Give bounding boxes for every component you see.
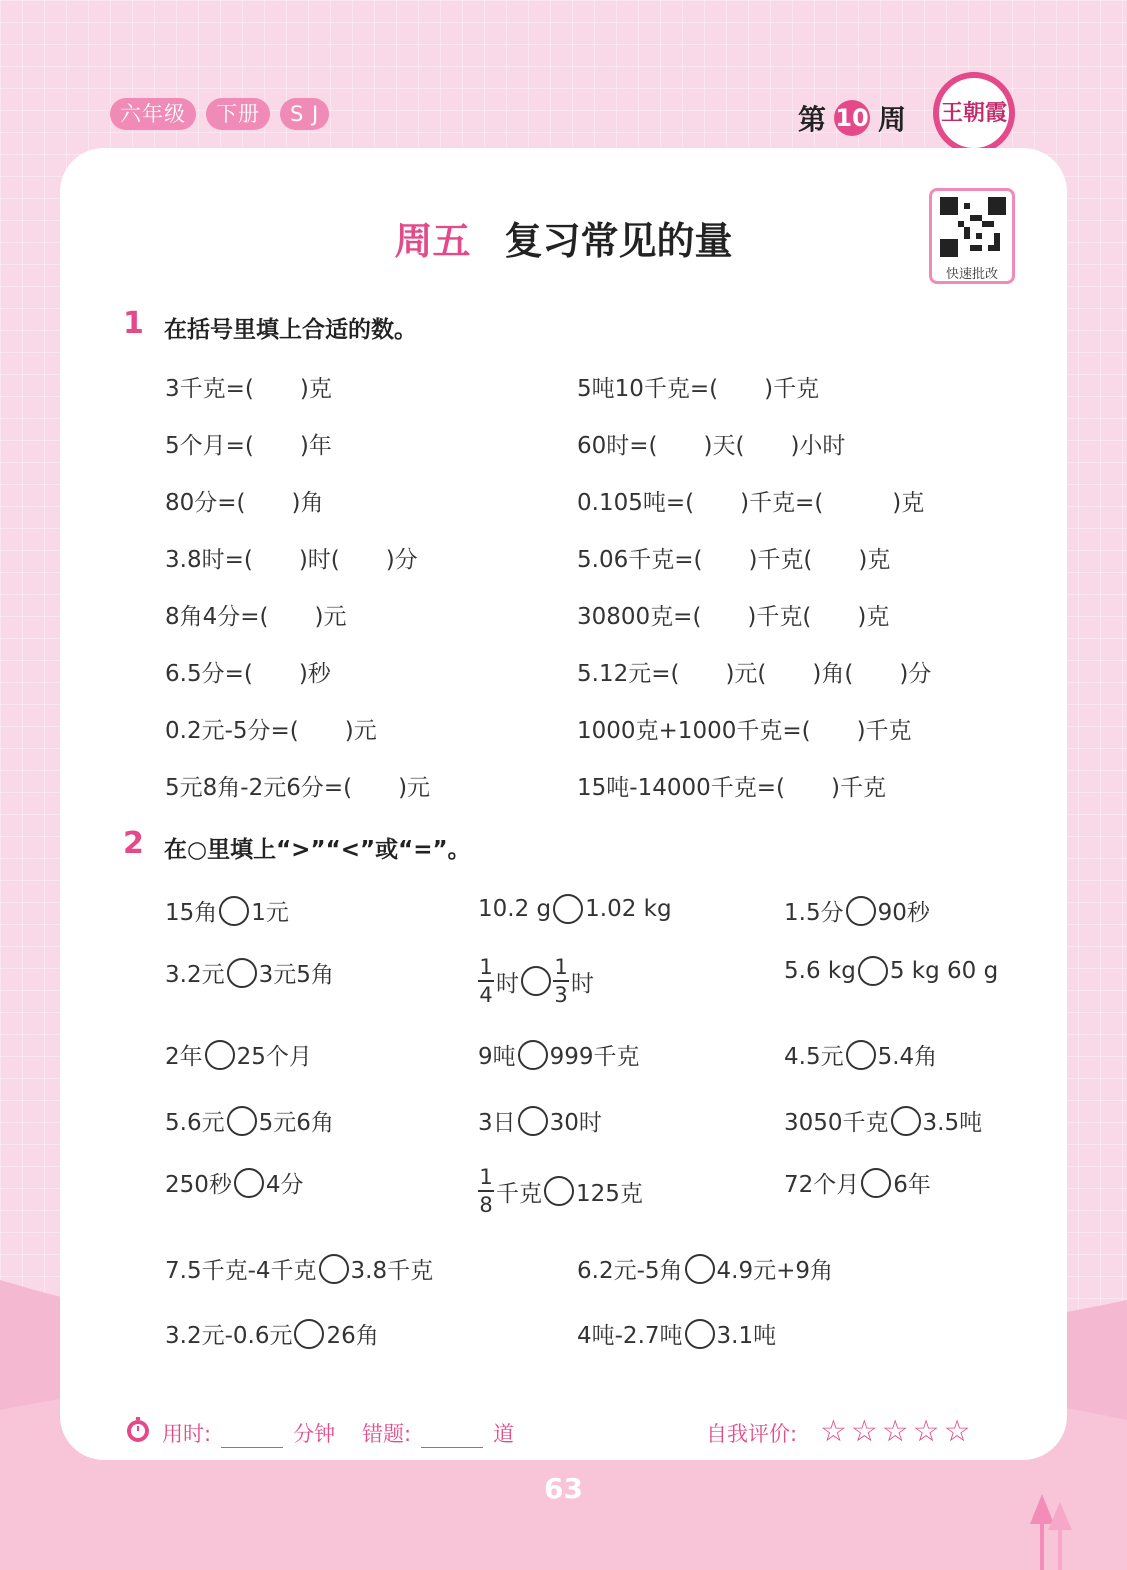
denominator: 4: [479, 983, 493, 1007]
compare-term: 250秒: [165, 1172, 232, 1198]
compare-term: 1元: [251, 900, 289, 926]
fraction: [553, 956, 569, 1006]
compare-term: 1.02 kg: [585, 896, 672, 922]
fraction-bar: [553, 980, 569, 982]
compare-circle[interactable]: [685, 1319, 715, 1349]
denominator: 8: [479, 1193, 493, 1217]
compare-circle[interactable]: [846, 1040, 876, 1070]
compare-term: 4分: [265, 1172, 304, 1198]
compare-term: 3日: [478, 1110, 516, 1136]
compare-question: [165, 894, 289, 927]
numerator: 1: [554, 955, 568, 979]
compare-circle[interactable]: [685, 1254, 715, 1284]
compare-circle[interactable]: [521, 966, 551, 996]
compare-term: 4吨-2.7吨: [577, 1323, 683, 1349]
compare-term: 3.1吨: [716, 1323, 777, 1349]
fraction: [478, 956, 494, 1006]
compare-circle[interactable]: [227, 1106, 257, 1136]
fill-in-question[interactable]: 5.06千克=( )千克( )克: [577, 547, 891, 573]
compare-question: [478, 1166, 643, 1216]
compare-circle[interactable]: [846, 896, 876, 926]
qr-code-box[interactable]: [929, 188, 1015, 284]
numerator: 1: [479, 955, 493, 979]
numerator: 1: [479, 1165, 493, 1189]
compare-question: [784, 1104, 982, 1137]
compare-question: [784, 956, 998, 986]
compare-circle[interactable]: [227, 958, 257, 988]
compare-term: 6.2元-5角: [577, 1258, 683, 1284]
compare-term: 30时: [549, 1110, 602, 1136]
fill-in-question[interactable]: 30800克=( )千克( )克: [577, 604, 890, 630]
compare-circle[interactable]: [294, 1319, 324, 1349]
wrong-count: 错题: 道: [362, 1422, 515, 1446]
fill-in-question[interactable]: 5吨10千克=( )千克: [577, 376, 820, 402]
compare-question: [165, 1104, 334, 1137]
compare-term: 5.6 kg: [784, 958, 856, 984]
compare-term: 3.5吨: [922, 1110, 983, 1136]
fill-in-question[interactable]: 5个月=( )年: [165, 433, 332, 459]
fill-in-question[interactable]: 8角4分=( )元: [165, 604, 347, 630]
compare-term: 3.2元: [165, 962, 225, 988]
compare-circle[interactable]: [234, 1168, 264, 1198]
qr-code-icon: [940, 197, 1006, 257]
title-day: 周五: [394, 219, 471, 263]
fraction: [478, 1166, 494, 1216]
page-number: 63: [544, 1472, 583, 1505]
compare-circle[interactable]: [319, 1254, 349, 1284]
fill-in-question[interactable]: 3千克=( )克: [165, 376, 332, 402]
tag-volume: 下册: [206, 98, 270, 130]
compare-term: 2年: [165, 1044, 203, 1070]
compare-term: 4.5元: [784, 1044, 844, 1070]
fill-in-question[interactable]: 1000克+1000千克=( )千克: [577, 718, 912, 744]
compare-term: 千克: [496, 1180, 542, 1207]
compare-term: 1.5分: [784, 900, 844, 926]
week-label: 第 10 周: [798, 98, 906, 138]
compare-term: 3.2元-0.6元: [165, 1323, 293, 1349]
compare-term: 时: [571, 970, 594, 997]
compare-term: 15角: [165, 900, 218, 926]
brand-seal-logo: 王朝霞: [933, 72, 1015, 154]
compare-question: [478, 1038, 640, 1071]
compare-term: 5 kg 60 g: [889, 958, 999, 984]
fill-in-question[interactable]: 5.12元=( )元( )角( )分: [577, 661, 932, 687]
compare-circle[interactable]: [553, 894, 583, 924]
compare-question: [784, 1038, 937, 1071]
compare-term: 3.8千克: [350, 1258, 434, 1284]
compare-term: 5.6元: [165, 1110, 225, 1136]
arrow-up-icon: [1030, 1494, 1075, 1570]
compare-term: 5元6角: [258, 1110, 334, 1136]
tag-edition: S J: [280, 98, 329, 130]
compare-term: 3050千克: [784, 1110, 889, 1136]
compare-term: 7.5千克-4千克: [165, 1258, 317, 1284]
compare-term: 72个月: [784, 1172, 860, 1198]
grade-tags: [110, 98, 329, 130]
compare-term: 3元5角: [258, 962, 334, 988]
compare-question: [784, 894, 930, 927]
compare-term: 5.4角: [877, 1044, 938, 1070]
fill-in-question[interactable]: 3.8时=( )时( )分: [165, 547, 418, 573]
qr-label: 快速批改: [945, 267, 998, 282]
week-number-badge: 10: [834, 100, 870, 136]
wrong-blank[interactable]: [421, 1427, 483, 1448]
compare-circle[interactable]: [205, 1040, 235, 1070]
compare-question: [165, 1166, 304, 1199]
compare-term: 125克: [576, 1180, 643, 1207]
fraction-bar: [478, 980, 494, 982]
self-eval-label: 自我评价:: [706, 1422, 798, 1446]
compare-circle[interactable]: [544, 1176, 574, 1206]
fraction-bar: [478, 1190, 494, 1192]
compare-circle[interactable]: [858, 956, 888, 986]
compare-circle[interactable]: [891, 1106, 921, 1136]
compare-question: [165, 1252, 433, 1285]
compare-circle[interactable]: [518, 1106, 548, 1136]
fill-in-question[interactable]: 0.105吨=( )千克=( )克: [577, 490, 925, 516]
fill-in-question[interactable]: 5元8角-2元6分=( )元: [165, 775, 431, 801]
tag-grade: 六年级: [110, 98, 196, 130]
compare-circle[interactable]: [518, 1040, 548, 1070]
compare-question: [784, 1166, 931, 1199]
fill-in-question[interactable]: 6.5分=( )秒: [165, 661, 331, 687]
compare-circle[interactable]: [219, 896, 249, 926]
compare-question: [577, 1317, 776, 1350]
compare-term: 时: [496, 970, 519, 997]
section-2-title: 在○里填上“>”“<”或“=”。: [164, 837, 471, 863]
fill-in-question[interactable]: 15吨-14000千克=( )千克: [577, 775, 886, 801]
compare-circle[interactable]: [861, 1168, 891, 1198]
time-used: 用时: 分钟: [162, 1422, 336, 1446]
compare-term: 6年: [893, 1172, 931, 1198]
compare-question: [577, 1252, 833, 1285]
self-eval-stars[interactable]: ☆☆☆☆☆: [820, 1414, 975, 1449]
compare-question: [165, 1038, 312, 1071]
compare-question: [165, 956, 334, 989]
compare-term: 999千克: [549, 1044, 640, 1070]
compare-term: 25个月: [236, 1044, 312, 1070]
compare-term: 26角: [326, 1323, 379, 1349]
fill-in-question[interactable]: 80分=( )角: [165, 490, 324, 516]
section-1-number: 1: [123, 306, 144, 341]
compare-term: 4.9元+9角: [716, 1258, 833, 1284]
compare-term: 10.2 g: [478, 896, 552, 922]
compare-question: [478, 894, 672, 924]
compare-term: 90秒: [877, 900, 930, 926]
fill-in-question[interactable]: 0.2元-5分=( )元: [165, 718, 377, 744]
stopwatch-icon: [124, 1416, 152, 1444]
compare-question: [478, 956, 594, 1006]
compare-question: [165, 1317, 379, 1350]
section-2-number: 2: [123, 826, 144, 861]
compare-question: [478, 1104, 602, 1137]
fill-in-question[interactable]: 60时=( )天( )小时: [577, 433, 846, 459]
time-blank[interactable]: [221, 1427, 283, 1448]
title-text: 复习常见的量: [504, 219, 733, 263]
compare-term: 9吨: [478, 1044, 516, 1070]
denominator: 3: [554, 983, 568, 1007]
section-1-title: 在括号里填上合适的数。: [164, 317, 417, 343]
